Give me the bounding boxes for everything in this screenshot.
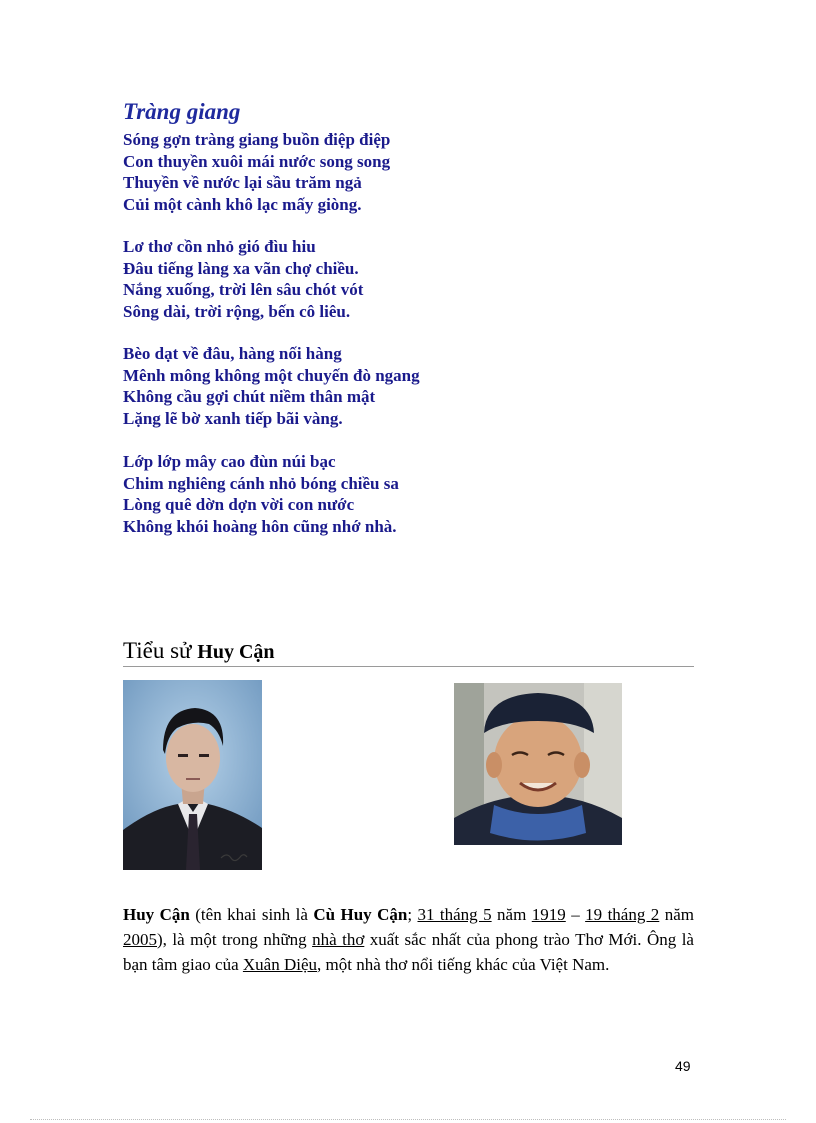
- biography-heading: [123, 636, 275, 667]
- xuan-dieu-link[interactable]: Xuân Diệu: [242, 955, 318, 974]
- text-run: , một nhà thơ nổi tiếng khác của Việt Nam.: [317, 955, 610, 974]
- poem-line: Lơ thơ cồn nhỏ gió đìu hiu: [123, 237, 316, 256]
- page-bottom-border: [30, 1119, 786, 1120]
- poem-line: Sông dài, trời rộng, bến cô liêu.: [123, 301, 351, 321]
- poem-line: Lòng quê dờn dợn vời con nước: [123, 495, 355, 514]
- poem-stanza-4: [123, 451, 399, 537]
- birth-year-link[interactable]: 1919: [531, 905, 566, 924]
- poem-line: Lớp lớp mây cao đùn núi bạc: [123, 452, 336, 471]
- text-run: ), là một trong những: [157, 930, 313, 949]
- poem-line: Lặng lẽ bờ xanh tiếp bãi vàng.: [123, 408, 343, 428]
- poem-line: Bèo dạt về đâu, hàng nối hàng: [123, 344, 342, 363]
- text-run: ;: [407, 905, 418, 924]
- poem-line: Mênh mông không một chuyến đò ngang: [123, 365, 420, 385]
- page-number: 49: [675, 1058, 691, 1074]
- poem-stanza-2: [123, 236, 363, 322]
- text-run: năm: [491, 905, 532, 924]
- death-day-link[interactable]: 19 tháng 2: [585, 905, 660, 924]
- text-run: năm: [659, 905, 694, 924]
- portrait-young-photo: [123, 680, 262, 870]
- biography-paragraph: [123, 902, 694, 977]
- birth-day-link[interactable]: 31 tháng 5: [417, 905, 492, 924]
- poem-line: Sóng gợn tràng giang buồn điệp điệp: [123, 130, 391, 149]
- text-run: –: [565, 905, 586, 924]
- portrait-old-photo: [454, 683, 622, 845]
- poem-line: Không khói hoàng hôn cũng nhớ nhà.: [123, 516, 397, 536]
- poem-title: Tràng giang: [123, 99, 241, 124]
- poem-stanza-3: [123, 343, 420, 429]
- poem-line: Thuyền về nước lại sầu trăm ngả: [123, 173, 362, 192]
- subject-name: Huy Cận: [123, 905, 190, 924]
- poem-line: Nắng xuống, trời lên sâu chót vót: [123, 280, 364, 299]
- poem-line: Củi một cành khô lạc mấy giòng.: [123, 194, 362, 214]
- poet-link[interactable]: nhà thơ: [312, 930, 365, 949]
- birth-name: Cù Huy Cận: [313, 905, 408, 924]
- poem-line: Không cầu gợi chút niềm thân mật: [123, 387, 376, 406]
- text-run: (tên khai sinh là: [189, 905, 314, 924]
- heading-divider: [123, 666, 694, 667]
- text-run: xuất sắc nhất của phong trào Thơ Mới. Ông là bạn tâm giao của: [123, 930, 694, 974]
- poem-line: Con thuyền xuôi mái nước song song: [123, 151, 391, 171]
- poem-line: Chim nghiêng cánh nhỏ bóng chiều sa: [123, 473, 399, 493]
- poem-stanza-1: [123, 129, 390, 215]
- poem-line: Đâu tiếng làng xa vãn chợ chiều.: [123, 258, 359, 278]
- death-year-link[interactable]: 2005: [123, 930, 157, 949]
- biography-heading-prefix: Tiểu sử: [123, 638, 192, 663]
- biography-heading-name: Huy Cận: [197, 641, 275, 663]
